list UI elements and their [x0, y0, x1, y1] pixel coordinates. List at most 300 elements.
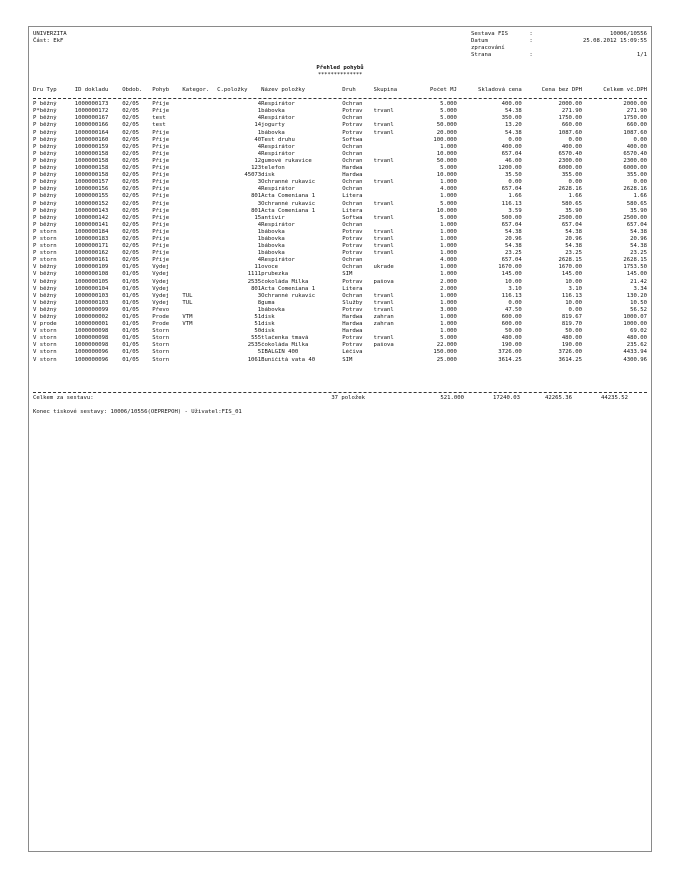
table-cell [374, 328, 411, 335]
table-cell: Respirátor [261, 221, 295, 228]
table-cell: P běžný [33, 207, 57, 214]
table-cell: 1000000158 [74, 165, 109, 172]
table-cell: 20.96 [504, 235, 522, 242]
table-cell: 56.52 [630, 306, 647, 313]
column-header: Dru Typ [33, 87, 57, 93]
table-cell: P storn [33, 243, 57, 250]
table-cell: ukrade [373, 264, 394, 271]
table-cell: 2628.16 [623, 186, 647, 193]
table-cell: bábovka [261, 306, 285, 313]
table-cell: 6570.40 [623, 150, 647, 157]
table-cell: zahran [373, 321, 394, 328]
table-cell [182, 193, 217, 200]
title-underline-stars: ************** [317, 72, 363, 79]
table-row [33, 137, 647, 144]
table-cell: P běžný [33, 101, 57, 108]
table-cell: V běžný [33, 314, 57, 320]
table-cell: Léčiva [342, 349, 363, 356]
table-cell: 5.000 [440, 115, 457, 122]
table-cell [182, 208, 217, 215]
table-cell: Ochranné rukavic [261, 179, 316, 186]
table-cell: 01/05 [122, 285, 140, 292]
table-row [33, 342, 647, 349]
table-row [33, 357, 647, 364]
table-cell: trvanl [373, 235, 394, 242]
table-cell: 1.000 [440, 221, 457, 228]
table-cell: Potrav [342, 129, 363, 136]
table-cell: 801 [251, 285, 262, 292]
report-page [28, 26, 652, 852]
table-cell: 1000000158 [74, 172, 109, 179]
table-row [33, 208, 647, 215]
table-cell [374, 186, 411, 193]
table-cell: 657.04 [501, 257, 522, 264]
table-cell: 1000000099 [74, 306, 109, 313]
table-cell: 801 [251, 193, 262, 200]
table-cell: 2.000 [440, 285, 457, 292]
table-row [33, 236, 647, 243]
table-cell: prubezka [261, 271, 289, 278]
table-cell: 02/05 [122, 179, 140, 186]
table-cell: 23.25 [565, 250, 583, 257]
table-cell: 13.20 [504, 122, 522, 129]
table-row [33, 115, 647, 122]
table-cell: Výdej [152, 299, 170, 306]
table-row [33, 300, 647, 307]
table-cell: bábovka [261, 108, 285, 115]
table-cell: trvanl [373, 299, 394, 306]
table-cell: 35.50 [504, 172, 522, 179]
header-meta-label: Sestava FIS [471, 31, 509, 37]
table-cell [182, 122, 217, 129]
table-cell: 50.00 [565, 328, 583, 335]
table-row [33, 201, 647, 208]
table-cell: 116.13 [561, 292, 583, 299]
table-cell: trvanl [373, 157, 394, 164]
table-cell: Hardwa [342, 328, 363, 335]
table-cell: 1750.00 [623, 115, 647, 122]
table-cell: Hardwa [342, 172, 363, 179]
table-cell: 657.04 [626, 221, 647, 228]
table-cell: 5.000 [440, 335, 457, 342]
org-name: UNIVERZITA [33, 31, 67, 37]
table-row [33, 108, 647, 115]
table-cell: 01/05 [122, 328, 140, 335]
table-row [33, 349, 647, 356]
table-row [33, 151, 647, 158]
table-cell: V prode [33, 321, 57, 328]
total-count: 37 položek [331, 395, 365, 401]
table-cell [182, 186, 217, 193]
table-cell: trvanl [373, 129, 394, 136]
table-cell: 3.10 [508, 285, 522, 292]
table-cell: pašova [373, 278, 394, 285]
table-cell: 1087.60 [623, 129, 647, 136]
table-cell: 350.00 [501, 115, 522, 122]
table-cell: 1000000158 [74, 157, 109, 164]
table-cell: 50.000 [436, 157, 457, 164]
table-row [33, 215, 647, 222]
table-cell: 116.13 [501, 200, 522, 207]
table-cell: 1 [257, 306, 262, 313]
table-cell: 54.38 [504, 228, 522, 235]
report-total [33, 392, 647, 402]
table-cell: 1.000 [440, 228, 457, 235]
table-cell: 1000000162 [74, 250, 109, 257]
table-row [33, 307, 647, 314]
table-cell: Softwa [342, 136, 363, 143]
header-meta-row [471, 31, 647, 38]
header-meta-sep: : [529, 52, 533, 59]
table-cell: 1200.00 [498, 165, 522, 172]
table-cell [182, 264, 217, 271]
table-cell: 1000000098 [74, 335, 109, 342]
table-cell: Storn [152, 342, 170, 349]
table-cell: Výdej [152, 264, 170, 271]
table-cell: 02/05 [122, 129, 140, 136]
table-cell: 1 [257, 108, 262, 115]
table-cell: 1061 [247, 356, 262, 363]
table-cell: Respirátor [261, 257, 295, 264]
table-cell: 10.000 [436, 172, 457, 179]
table-cell: 1000000152 [74, 200, 109, 207]
table-cell: Potrav [342, 306, 363, 313]
table-cell: 50.000 [436, 122, 457, 129]
table-cell: 100.000 [433, 136, 457, 143]
table-row [33, 264, 647, 271]
table-cell: 1670.00 [558, 264, 583, 271]
table-cell: 1000000001 [74, 321, 109, 328]
table-cell: 02/05 [122, 228, 140, 235]
table-cell: Příje [152, 150, 170, 157]
table-cell: 11 [254, 264, 262, 271]
header-meta-label: Strana [471, 52, 492, 59]
table-cell: bábovka [261, 243, 285, 250]
table-cell: 1087.60 [558, 129, 583, 136]
table-cell: Litera [342, 207, 363, 214]
table-header [33, 87, 647, 94]
table-row [33, 229, 647, 236]
table-cell [182, 229, 217, 236]
table-cell: Potrav [342, 335, 363, 342]
table-cell: Storn [152, 356, 170, 363]
table-cell: 355.00 [626, 172, 647, 179]
table-cell: Příje [152, 228, 170, 235]
table-cell: 480.00 [501, 335, 522, 342]
total-stock-price: 17240.03 [493, 395, 520, 401]
table-cell: 02/05 [122, 257, 140, 264]
table-cell: Příje [152, 257, 170, 264]
table-cell: 0.00 [508, 299, 522, 306]
table-cell: Příje [152, 193, 170, 200]
table-cell: 6570.40 [558, 150, 583, 157]
table-cell: 1.000 [440, 292, 457, 299]
table-cell: 4300.96 [623, 356, 647, 363]
table-cell: 02/05 [122, 115, 140, 122]
table-cell: 3 [257, 179, 262, 186]
table-cell: Respirátor [261, 186, 295, 193]
table-cell: 02/05 [122, 193, 140, 200]
table-cell: tlačenka tmavá [261, 335, 309, 342]
table-cell: 190.00 [501, 342, 522, 349]
total-label: Celkem za sestavu: [33, 395, 94, 401]
table-cell [182, 201, 217, 208]
table-cell: 2300.00 [558, 157, 583, 164]
total-separator [33, 392, 647, 393]
table-cell: Příje [152, 165, 170, 172]
table-cell: 2300.00 [623, 157, 647, 164]
table-cell [374, 222, 411, 229]
table-cell: P storn [33, 235, 57, 242]
table-cell: 1000000143 [74, 207, 109, 214]
table-cell [182, 342, 217, 349]
table-cell [374, 172, 411, 179]
table-cell [182, 165, 217, 172]
table-cell: 580.65 [561, 200, 583, 207]
table-cell: 235.62 [626, 342, 647, 349]
table-row [33, 279, 647, 286]
table-cell: Ochran [342, 157, 363, 164]
table-cell: 660.00 [561, 122, 583, 129]
part-name: Část: EkF [33, 38, 64, 45]
header-meta-row [471, 38, 647, 52]
table-cell: 1000.00 [623, 321, 647, 328]
table-cell: P běžný [33, 129, 57, 136]
table-cell: bábovka [261, 228, 285, 235]
table-cell: 3.34 [633, 285, 647, 292]
movements-table [33, 87, 647, 364]
table-cell: 355.00 [561, 172, 583, 179]
table-cell: Příje [152, 221, 170, 228]
table-cell: 1.000 [440, 193, 457, 200]
table-cell: Ochran [342, 179, 363, 186]
table-cell: Potrav [342, 108, 363, 115]
table-cell: 1000000103 [74, 299, 109, 306]
table-cell: Respirátor [261, 150, 295, 157]
table-cell: P běžný [33, 157, 57, 164]
header-meta-sep: : [529, 31, 533, 37]
table-cell: Buničitá vata 40 [261, 356, 316, 363]
report-title-block [29, 65, 651, 79]
table-cell: 1.66 [633, 193, 647, 200]
table-cell: P běžný [33, 115, 57, 122]
table-cell: SIM [342, 271, 353, 278]
table-cell: disk [261, 328, 275, 335]
table-cell: V běžný [33, 306, 57, 313]
table-cell: Ochranné rukavic [261, 200, 316, 207]
table-row [33, 250, 647, 257]
table-cell: V běžný [33, 285, 57, 292]
table-cell: 1 [257, 129, 262, 136]
table-cell: Příje [152, 172, 170, 179]
report-title: Přehled pohybů [316, 65, 364, 71]
header-separator [33, 94, 647, 101]
table-cell: P storn [33, 228, 57, 235]
table-cell: V běžný [33, 264, 57, 271]
table-cell [374, 349, 411, 356]
table-cell: Potrav [342, 342, 363, 349]
table-cell: 400.00 [501, 143, 522, 150]
table-cell: test [152, 115, 166, 122]
table-cell: 3.59 [508, 207, 522, 214]
table-cell: 0.00 [568, 136, 583, 143]
table-cell: 01/05 [122, 356, 140, 363]
table-cell: 1000000157 [74, 179, 109, 186]
table-cell: 2628.15 [558, 257, 583, 264]
table-cell: 02/05 [122, 157, 140, 164]
table-cell: 35.90 [565, 207, 583, 214]
table-cell: 01/05 [122, 278, 140, 285]
table-cell: 5.000 [440, 214, 457, 221]
table-cell [182, 307, 217, 314]
table-cell: 01/05 [122, 299, 140, 306]
table-cell: 2535 [247, 342, 262, 349]
table-cell [374, 137, 411, 144]
table-cell: 801 [251, 207, 262, 214]
table-cell: 1.000 [440, 321, 457, 328]
table-cell: Výdej [152, 278, 170, 285]
table-cell: 145.00 [626, 271, 647, 278]
table-row [33, 328, 647, 335]
table-cell: V běžný [33, 271, 57, 278]
table-cell: 10.50 [630, 299, 647, 306]
table-cell: 1000000141 [74, 221, 109, 228]
table-cell: V běžný [33, 292, 57, 299]
table-cell: 1 [257, 235, 262, 242]
table-cell: 271.90 [561, 108, 583, 115]
table-cell: Respirátor [261, 143, 295, 150]
table-cell: 4 [257, 257, 262, 264]
table-cell: 1750.00 [558, 115, 583, 122]
table-cell: 1.000 [440, 235, 457, 242]
table-cell [374, 115, 411, 122]
table-cell: 46.00 [504, 157, 522, 164]
table-cell: 1000000160 [74, 136, 109, 143]
table-cell: pašova [373, 342, 394, 349]
table-cell: 1.66 [568, 193, 583, 200]
table-cell: disk [261, 314, 275, 320]
table-cell: 1000.07 [623, 314, 647, 320]
table-cell [182, 222, 217, 229]
table-cell: 02/05 [122, 186, 140, 193]
table-cell: TUL [182, 292, 193, 299]
table-cell: Ochran [342, 101, 363, 108]
table-cell: 480.00 [561, 335, 583, 342]
table-cell: Potrav [342, 235, 363, 242]
table-row [33, 271, 647, 278]
table-cell: 1000000166 [74, 122, 109, 129]
table-cell [182, 101, 217, 108]
table-cell: Příje [152, 243, 170, 250]
table-cell: V běžný [33, 299, 57, 306]
table-cell: V storn [33, 335, 57, 342]
table-cell: 15 [254, 214, 262, 221]
table-cell: Storn [152, 349, 170, 356]
table-cell: telefon [261, 165, 285, 172]
table-cell: 6000.00 [623, 165, 647, 172]
table-cell: trvanl [373, 306, 394, 313]
table-cell: 54.38 [504, 243, 522, 250]
table-cell [374, 165, 411, 172]
table-cell: trvanl [373, 122, 394, 129]
table-cell: 660.00 [626, 122, 647, 129]
table-cell: 2000.00 [558, 101, 583, 108]
table-cell: Služby [342, 299, 363, 306]
table-row [33, 222, 647, 229]
table-cell: 10.00 [504, 278, 522, 285]
table-cell: 2535 [247, 278, 262, 285]
table-cell: Příje [152, 235, 170, 242]
table-cell: 1000000002 [74, 314, 109, 320]
table-cell: 6000.00 [558, 165, 583, 172]
table-cell: 45073 [244, 172, 262, 179]
table-cell: 54.38 [565, 243, 583, 250]
table-cell [182, 357, 217, 364]
table-cell: 130.20 [626, 292, 647, 299]
table-cell: Test druhu [261, 136, 295, 143]
table-cell: V storn [33, 349, 57, 356]
table-cell: trvanl [373, 214, 394, 221]
table-cell: 35.90 [630, 207, 647, 214]
table-cell: P běžný [33, 150, 57, 157]
table-cell: zahran [373, 314, 394, 320]
table-cell: Výdej [152, 292, 170, 299]
table-cell: 54.38 [630, 243, 647, 250]
table-body [33, 101, 647, 363]
table-cell: Příje [152, 129, 170, 136]
table-cell: 1 [257, 228, 262, 235]
table-cell: 1000000161 [74, 257, 109, 264]
table-cell: 14 [254, 122, 262, 129]
table-cell: 1000000104 [74, 285, 109, 292]
table-cell: 4 [257, 143, 262, 150]
table-row [33, 165, 647, 172]
table-cell: 657.04 [501, 221, 522, 228]
table-cell: 02/05 [122, 172, 140, 179]
table-cell: 1000000159 [74, 143, 109, 150]
table-cell: 01/05 [122, 314, 140, 320]
table-cell: 1000000156 [74, 186, 109, 193]
table-cell: 190.00 [561, 342, 583, 349]
header-meta-value: 1/1 [636, 52, 647, 59]
table-cell: 1.66 [508, 193, 522, 200]
table-cell: 1 [257, 243, 262, 250]
table-cell: trvanl [373, 292, 394, 299]
table-cell: Potrav [342, 278, 363, 285]
total-net-price: 42265.36 [545, 395, 572, 401]
table-cell: Acta Comeniana 1 [261, 193, 316, 200]
table-cell: 1.000 [440, 264, 457, 271]
header-meta-value: 10006/10556 [609, 31, 647, 37]
table-cell: trvanl [373, 179, 394, 186]
table-cell: 1000000103 [74, 292, 109, 299]
column-header: Celkem vč.DPH [603, 87, 647, 93]
table-cell: 1000000164 [74, 129, 109, 136]
table-cell [182, 158, 217, 165]
table-cell: 23.25 [630, 250, 647, 257]
table-cell: 1753.50 [623, 264, 647, 271]
table-row [33, 293, 647, 300]
table-cell: 1.000 [440, 328, 457, 335]
table-cell: SIM [342, 356, 353, 363]
table-cell: 4 [257, 221, 262, 228]
table-cell [374, 151, 411, 158]
table-cell: antivir [261, 214, 285, 221]
table-cell: 8 [257, 299, 262, 306]
table-cell: 10.00 [565, 299, 583, 306]
table-cell: 54.38 [504, 129, 522, 136]
table-row [33, 314, 647, 321]
